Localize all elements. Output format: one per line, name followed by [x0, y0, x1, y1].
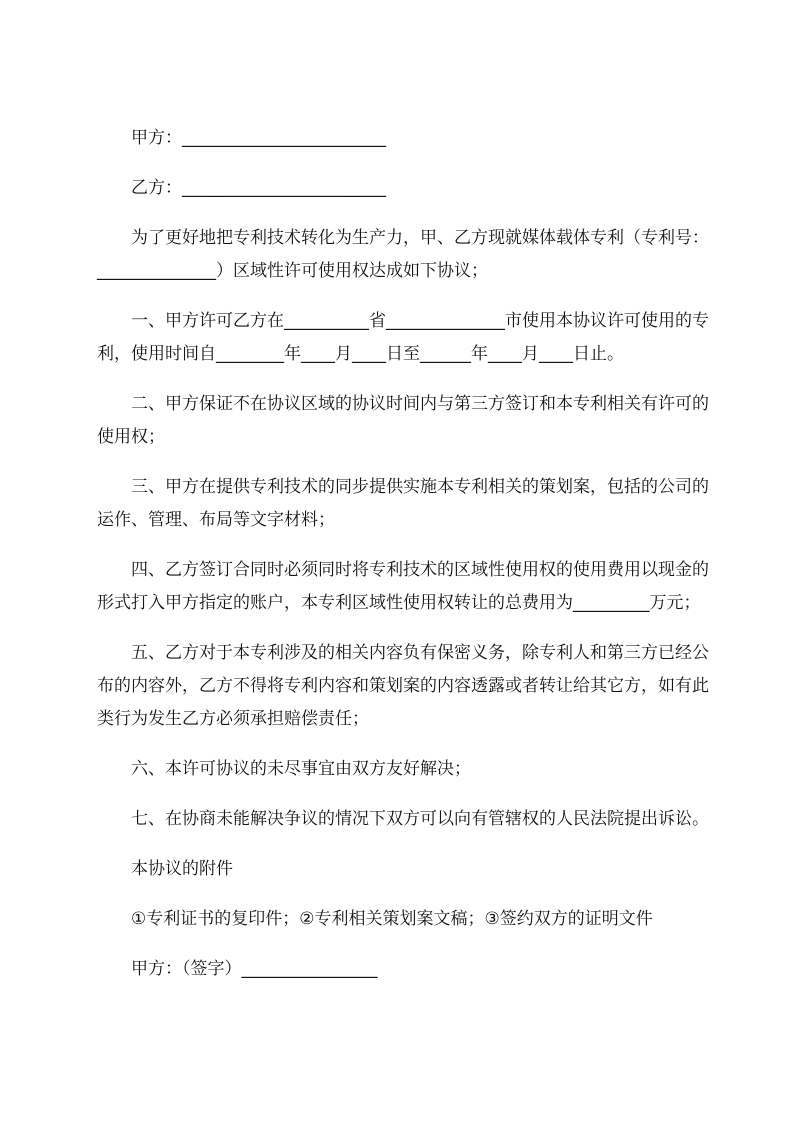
clause-5: 五、乙方对于本专利涉及的相关内容负有保密义务，除专利人和第三方已经公布的内容外，乙方不得将专利内容和策划案的内容透露或者转让给其它方，如有此类行为发生乙方必须承担赔偿责任；: [97, 643, 709, 729]
clause-7: 七、在协商未能解决争议的情况下双方可以向有管辖权的人民法院提出诉讼。: [131, 809, 709, 829]
party-b-blank-line: 乙方：________________________: [131, 178, 386, 198]
party-a-signature-line: 甲方：（签字）________________: [131, 959, 378, 979]
clause-2: 二、甲方保证不在协议区域的协议时间内与第三方签订和本专利相关有许可的使用权；: [97, 394, 709, 447]
clause-3: 三、甲方在提供专利技术的同步提供实施本专利相关的策划案，包括的公司的运作、管理、布局等文字材料；: [97, 477, 709, 530]
clause-6: 六、本许可协议的未尽事宜由双方友好解决；: [131, 759, 471, 779]
clause-1: 一、甲方许可乙方在__________省______________市使用本协议许可使用的专利，使用时间自________年____月____日至______年____月____日止。: [97, 311, 709, 364]
attachments-list: ①专利证书的复印件；②专利相关策划案文稿；③签约双方的证明文件: [131, 909, 653, 929]
clause-4: 四、乙方签订合同时必须同时将专利技术的区域性使用权的使用费用以现金的形式打入甲方指定的账户，本专利区域性使用权转让的总费用为_________万元；: [97, 560, 709, 613]
party-a-blank-line: 甲方：________________________: [131, 128, 386, 148]
preamble-paragraph: 为了更好地把专利技术转化为生产力，甲、乙方现就媒体载体专利（专利号：______________）区域性许可使用权达成如下协议；: [97, 228, 709, 281]
attachments-heading: 本协议的附件: [131, 859, 233, 879]
